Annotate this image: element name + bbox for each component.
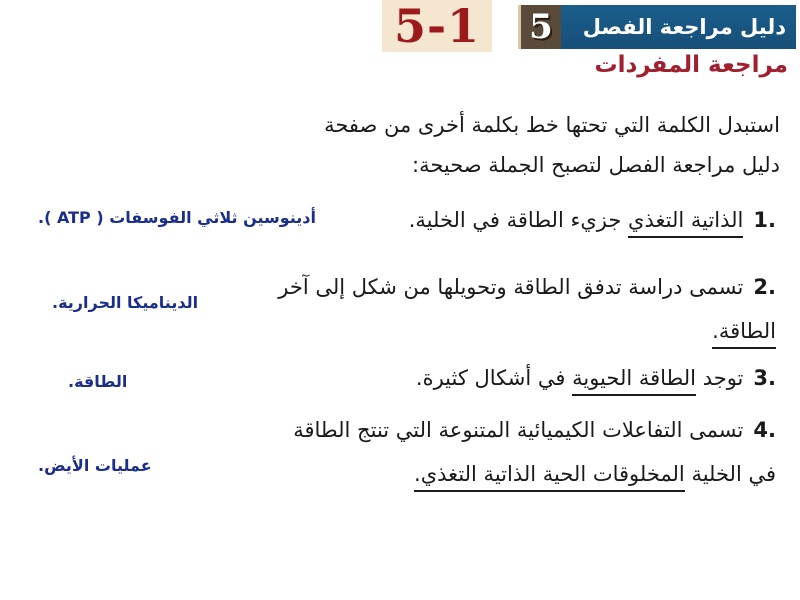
question-number: .2 <box>753 275 776 299</box>
answer-3: الطاقة. <box>68 372 128 391</box>
question-text: تسمى التفاعلات الكيميائية المتنوعة التي تنتج الطاقة <box>293 418 744 442</box>
instructions <box>240 105 780 185</box>
instructions-line-1: استبدل الكلمة التي تحتها خط بكلمة أخرى من صفحة <box>324 113 780 137</box>
question-1 <box>409 198 776 242</box>
question-number: .3 <box>753 366 776 390</box>
question-text: تسمى دراسة تدفق الطاقة وتحويلها من شكل إلى آخر <box>278 275 744 299</box>
question-text: في أشكال كثيرة. <box>415 366 573 390</box>
question-text: جزيء الطاقة في الخلية. <box>408 208 629 232</box>
chapter-number-box <box>518 5 561 49</box>
section-title: مراجعة المفردات <box>594 52 788 78</box>
underlined-term: الطاقة. <box>712 319 776 349</box>
underlined-term: الذاتية التغذي <box>628 208 743 238</box>
answer-1: أدينوسين ثلاثي الفوسفات ( ATP ). <box>38 208 316 227</box>
chapter-banner <box>518 5 796 49</box>
answer-4: عمليات الأيض. <box>38 456 152 475</box>
underlined-term: المخلوقات الحية الذاتية التغذي. <box>414 462 685 492</box>
question-3 <box>416 356 776 400</box>
chapter-title: دليل مراجعة الفصل <box>561 5 796 49</box>
question-number: .1 <box>753 208 776 232</box>
question-2 <box>278 265 776 353</box>
chapter-number: 5 <box>529 7 553 47</box>
question-text: في الخلية <box>684 462 776 486</box>
instructions-line-2: دليل مراجعة الفصل لتصبح الجملة صحيحة: <box>412 153 780 177</box>
question-text: توجد <box>696 366 744 390</box>
underlined-term: الطاقة الحيوية <box>572 366 696 396</box>
question-number: .4 <box>753 418 776 442</box>
question-4 <box>293 408 776 496</box>
answer-2: الديناميكا الحرارية. <box>52 293 199 312</box>
section-number: 5-1 <box>382 0 492 52</box>
